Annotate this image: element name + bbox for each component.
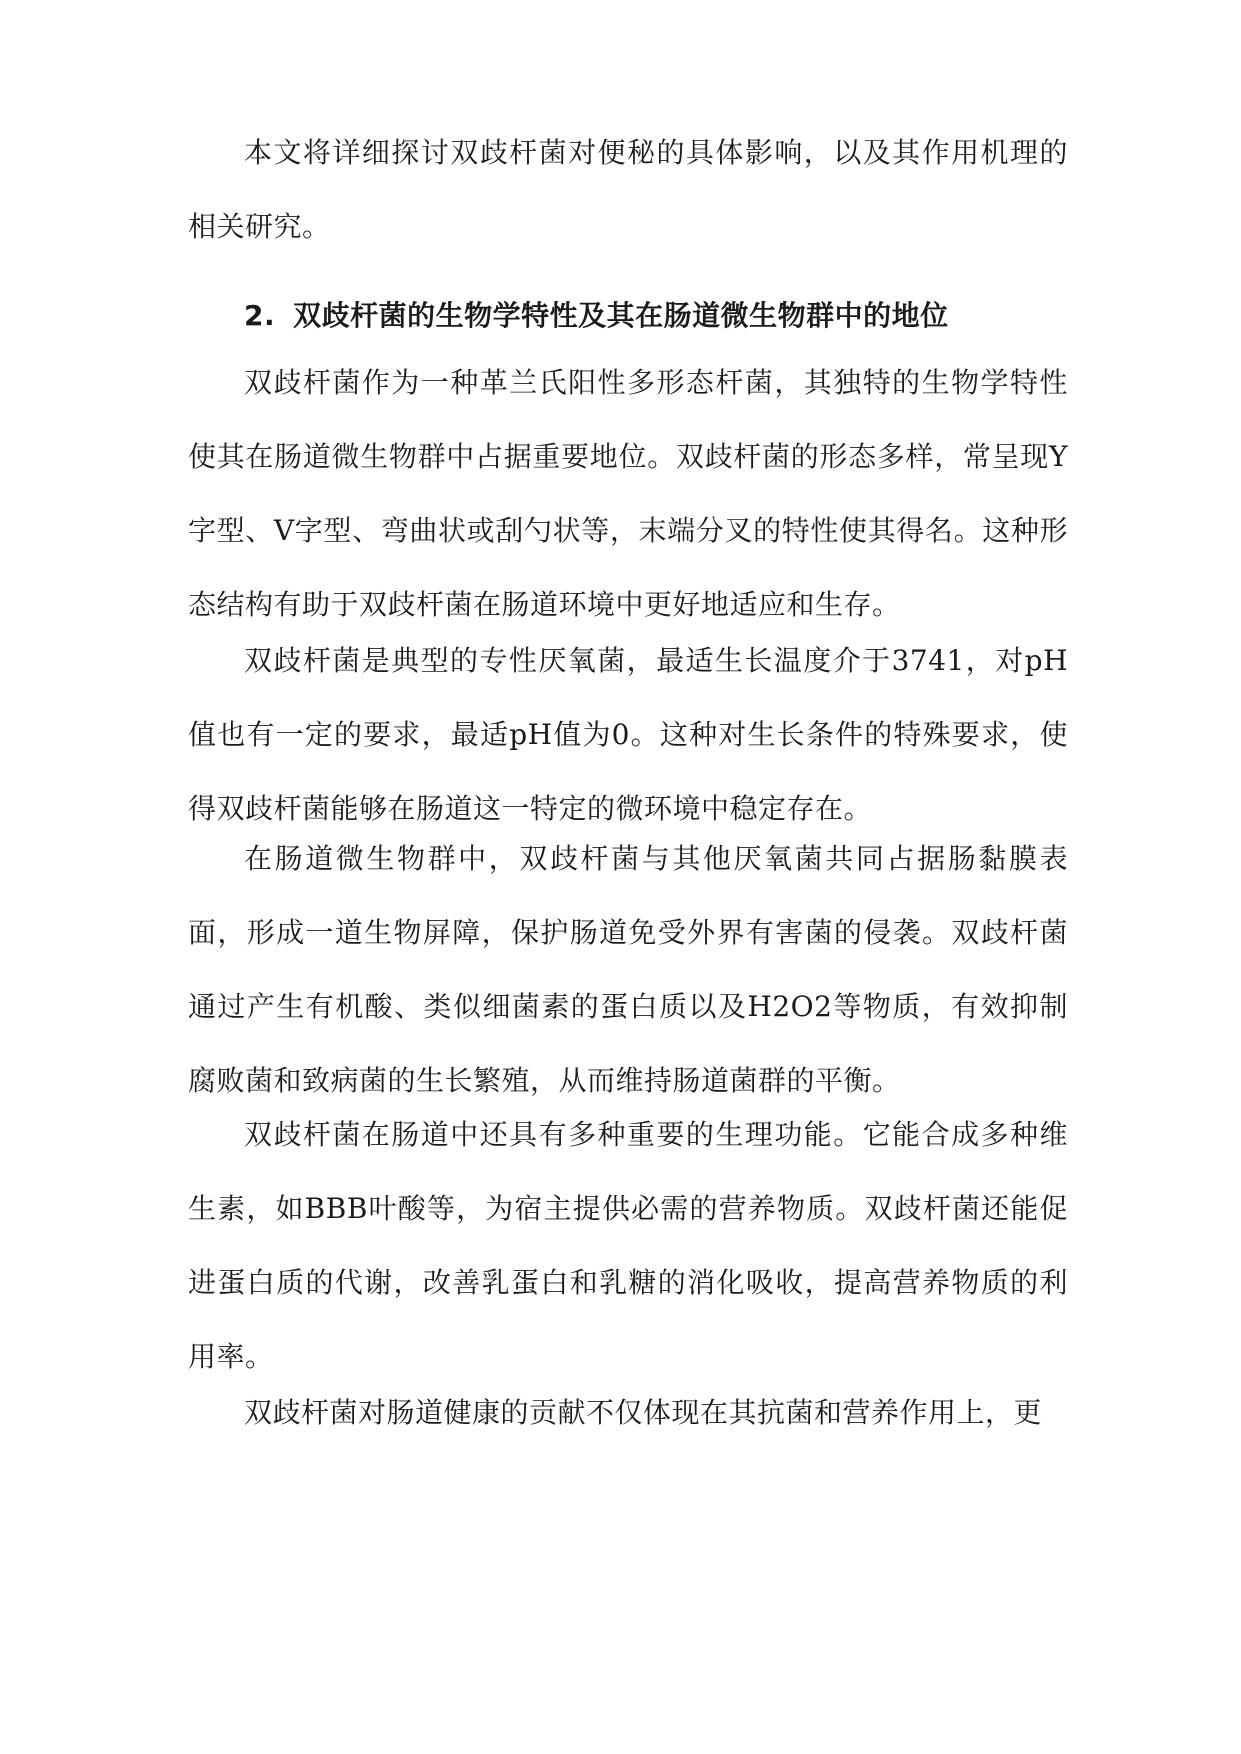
section-number: 2.	[244, 299, 276, 332]
paragraph-intro: 本文将详细探讨双歧杆菌对便秘的具体影响，以及其作用机理的相关研究。	[188, 136, 1068, 243]
section-heading	[244, 296, 1068, 336]
paragraph-morphology: 双歧杆菌作为一种革兰氏阳性多形态杆菌，其独特的生物学特性使其在肠道微生物群中占据重要地位。双歧杆菌的形态多样，常呈现Y字型、V字型、弯曲状或刮勺状等，末端分叉的特性使其得名。这种形态结构有助于双歧杆菌在肠道环境中更好地适应和生存。	[188, 366, 1068, 621]
paragraph-contribution: 双歧杆菌对肠道健康的贡献不仅体现在其抗菌和营养作用上，更	[244, 1396, 1043, 1429]
paragraph-growth-conditions: 双歧杆菌是典型的专性厌氧菌，最适生长温度介于3741，对pH值也有一定的要求，最适pH值为0。这种对生长条件的特殊要求，使得双歧杆菌能够在肠道这一特定的微环境中稳定存在。	[188, 644, 1068, 825]
paragraph-gut-barrier: 在肠道微生物群中，双歧杆菌与其他厌氧菌共同占据肠黏膜表面，形成一道生物屏障，保护肠道免受外界有害菌的侵袭。双歧杆菌通过产生有机酸、类似细菌素的蛋白质以及H2O2等物质，有效抑制腐败菌和致病菌的生长繁殖，从而维持肠道菌群的平衡。	[188, 842, 1068, 1097]
paragraph-physiology: 双歧杆菌在肠道中还具有多种重要的生理功能。它能合成多种维生素，如BBB叶酸等，为宿主提供必需的营养物质。双歧杆菌还能促进蛋白质的代谢，改善乳蛋白和乳糖的消化吸收，提高营养物质的利用率。	[188, 1118, 1068, 1373]
section-title: 双歧杆菌的生物学特性及其在肠道微生物群中的地位	[293, 299, 949, 332]
